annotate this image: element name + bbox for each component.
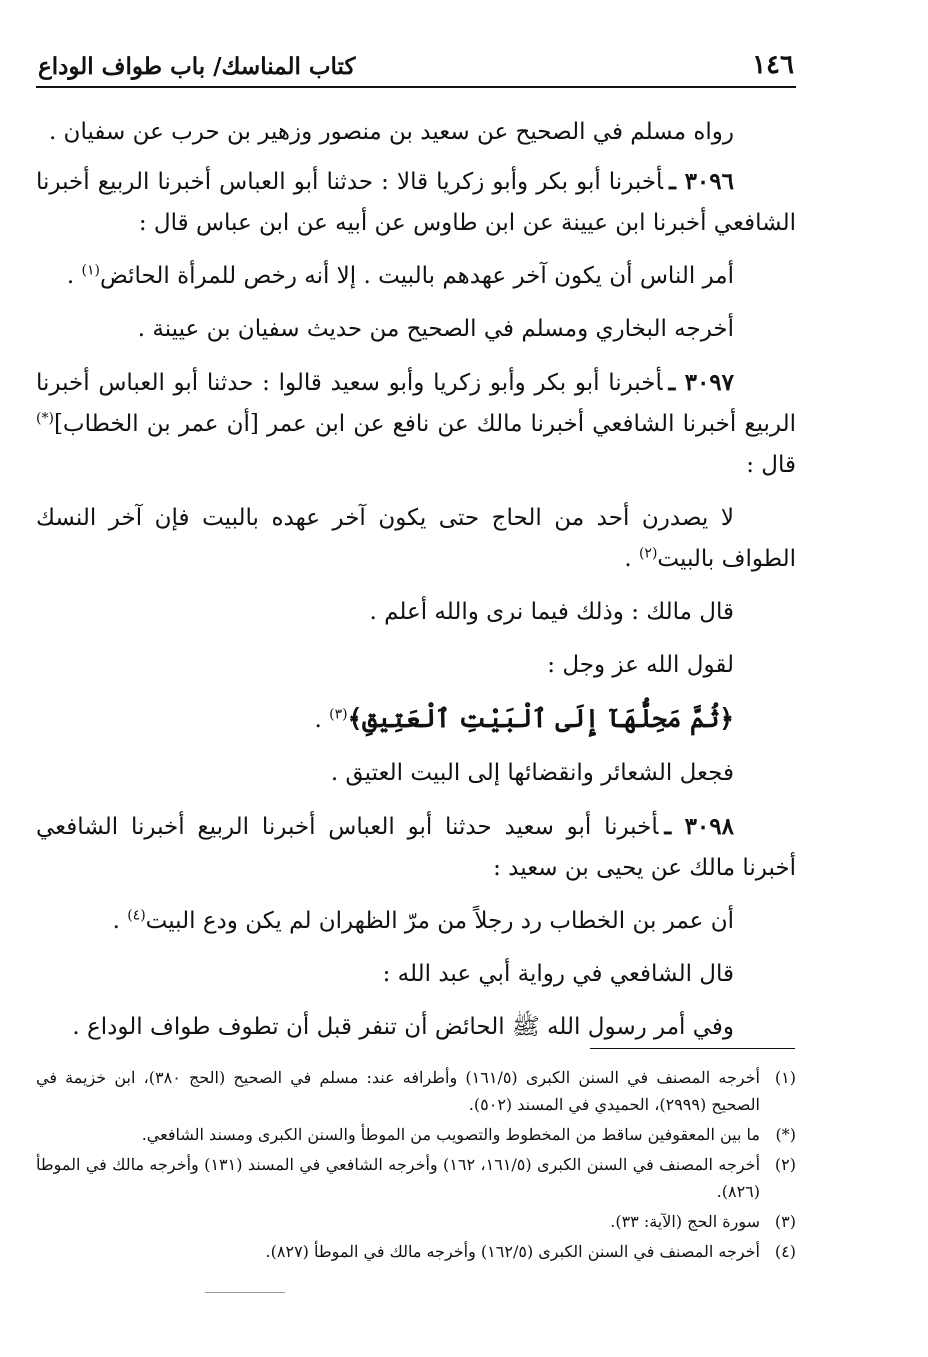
page-header bbox=[36, 40, 796, 88]
footnote-ref[interactable]: (٣) bbox=[329, 706, 348, 723]
footnote-2 bbox=[36, 1151, 796, 1205]
page bbox=[36, 40, 796, 1060]
paragraph: لا يصدرن أحد من الحاج حتى يكون آخر عهده بالبيت فإن آخر النسك الطواف بالبيت$^{(٢)}$ . bbox=[36, 505, 796, 572]
quran-text: ﴿ثُمَّ مَحِلُّهَآ إِلَى ٱلْبَيْتِ ٱلْعَتِيقِ﴾ bbox=[347, 704, 734, 733]
footnote-ref[interactable]: (*) bbox=[36, 410, 54, 427]
footnote-star bbox=[36, 1121, 796, 1148]
hadith-3097: ٣٠٩٧ ـأخبرنا أبو بكر وأبو زكريا وأبو سعيد قالوا : حدثنا أبو العباس أخبرنا الربيع أخبرنا الشافعي أخبرنا مالك عن نافع عن ابن عمر [أن عمر بن الخطاب](*) قال : bbox=[36, 369, 796, 478]
hadith-3098: ٣٠٩٨ ـأخبرنا أبو سعيد حدثنا أبو العباس أخبرنا الربيع أخبرنا الشافعي أخبرنا مالك عن يحيى بن سعيد : bbox=[36, 813, 796, 881]
paragraph: قال الشافعي في رواية أبي عبد الله : bbox=[382, 961, 734, 987]
page-number: ١٤٦ bbox=[752, 50, 794, 80]
footnote-1 bbox=[36, 1064, 796, 1118]
footnote-mark: (١) bbox=[774, 1068, 796, 1087]
footnote-text: أخرجه المصنف في السنن الكبرى (١٦٢/٥) وأخرجه مالك في الموطأ (٨٢٧). bbox=[265, 1242, 760, 1261]
hadith-3096: ٣٠٩٦ ـأخبرنا أبو بكر وأبو زكريا قالا : حدثنا أبو العباس أخبرنا الربيع أخبرنا الشافعي أخبرنا ابن عيينة عن ابن طاوس عن أبيه عن ابن عباس قال : bbox=[36, 168, 796, 236]
footnote-ref[interactable]: (١) bbox=[81, 262, 100, 279]
footnotes bbox=[36, 1064, 796, 1268]
hadith-number: ٣٠٩٨ ـ bbox=[664, 813, 734, 840]
paragraph: قال مالك : وذلك فيما نرى والله أعلم . bbox=[369, 599, 734, 625]
paragraph: وفي أمر رسول الله ﷺ الحائض أن تنفر قبل أن تطوف طواف الوداع . bbox=[72, 1014, 734, 1040]
paragraph: أخرجه البخاري ومسلم في الصحيح من حديث سفيان بن عيينة . bbox=[137, 316, 734, 342]
paragraph: فجعل الشعائر وانقضائها إلى البيت العتيق . bbox=[330, 760, 734, 786]
footnote-divider bbox=[590, 1048, 795, 1049]
footnote-mark: (٣) bbox=[774, 1212, 796, 1231]
hadith-number: ٣٠٩٧ ـ bbox=[668, 369, 735, 396]
footnote-text: أخرجه المصنف في السنن الكبرى (١٦١/٥) وأطرافه عند: مسلم في الصحيح (الحج ٣٨٠)، ابن خزيمة في الصحيح (٢٩٩٩)، الحميدي في المسند (٥٠٢). bbox=[36, 1068, 761, 1114]
quran-verse: ﴿ثُمَّ مَحِلُّهَآ إِلَى ٱلْبَيْتِ ٱلْعَتِيقِ﴾$^{(٣)}$ . bbox=[314, 704, 734, 733]
footnote-text: ما بين المعقوفين ساقط من المخطوط والتصويب من الموطأ والسنن الكبرى ومسند الشافعي. bbox=[141, 1125, 760, 1144]
footnote-mark: (٢) bbox=[774, 1155, 796, 1174]
footnote-4 bbox=[36, 1238, 796, 1265]
footnote-mark: (*) bbox=[775, 1125, 796, 1144]
bottom-divider bbox=[205, 1292, 285, 1293]
paragraph: أمر الناس أن يكون آخر عهدهم بالبيت . إلا أنه رخص للمرأة الحائض$^{(١)}$ . bbox=[66, 262, 734, 289]
paragraph: رواه مسلم في الصحيح عن سعيد بن منصور وزهير بن حرب عن سفيان . bbox=[48, 119, 734, 145]
hadith-number: ٣٠٩٦ ـ bbox=[669, 168, 734, 195]
footnote-ref[interactable]: (٢) bbox=[638, 545, 658, 562]
footnote-mark: (٤) bbox=[774, 1242, 796, 1261]
footnote-text: سورة الحج (الآية: ٣٣). bbox=[610, 1212, 760, 1231]
running-title: كتاب المناسك/ باب طواف الوداع bbox=[38, 53, 356, 80]
paragraph: لقول الله عز وجل : bbox=[547, 652, 734, 678]
main-text bbox=[36, 112, 796, 1048]
footnote-text: أخرجه المصنف في السنن الكبرى (١٦١/٥، ١٦٢) وأخرجه الشافعي في المسند (١٣١) وأخرجه مالك في الموطأ (٨٢٦). bbox=[36, 1155, 761, 1201]
paragraph: أن عمر بن الخطاب رد رجلاً من مرّ الظهران لم يكن ودع البيت$^{(٤)}$ . bbox=[112, 907, 734, 934]
footnote-3 bbox=[36, 1208, 796, 1235]
footnote-ref[interactable]: (٤) bbox=[127, 907, 146, 924]
